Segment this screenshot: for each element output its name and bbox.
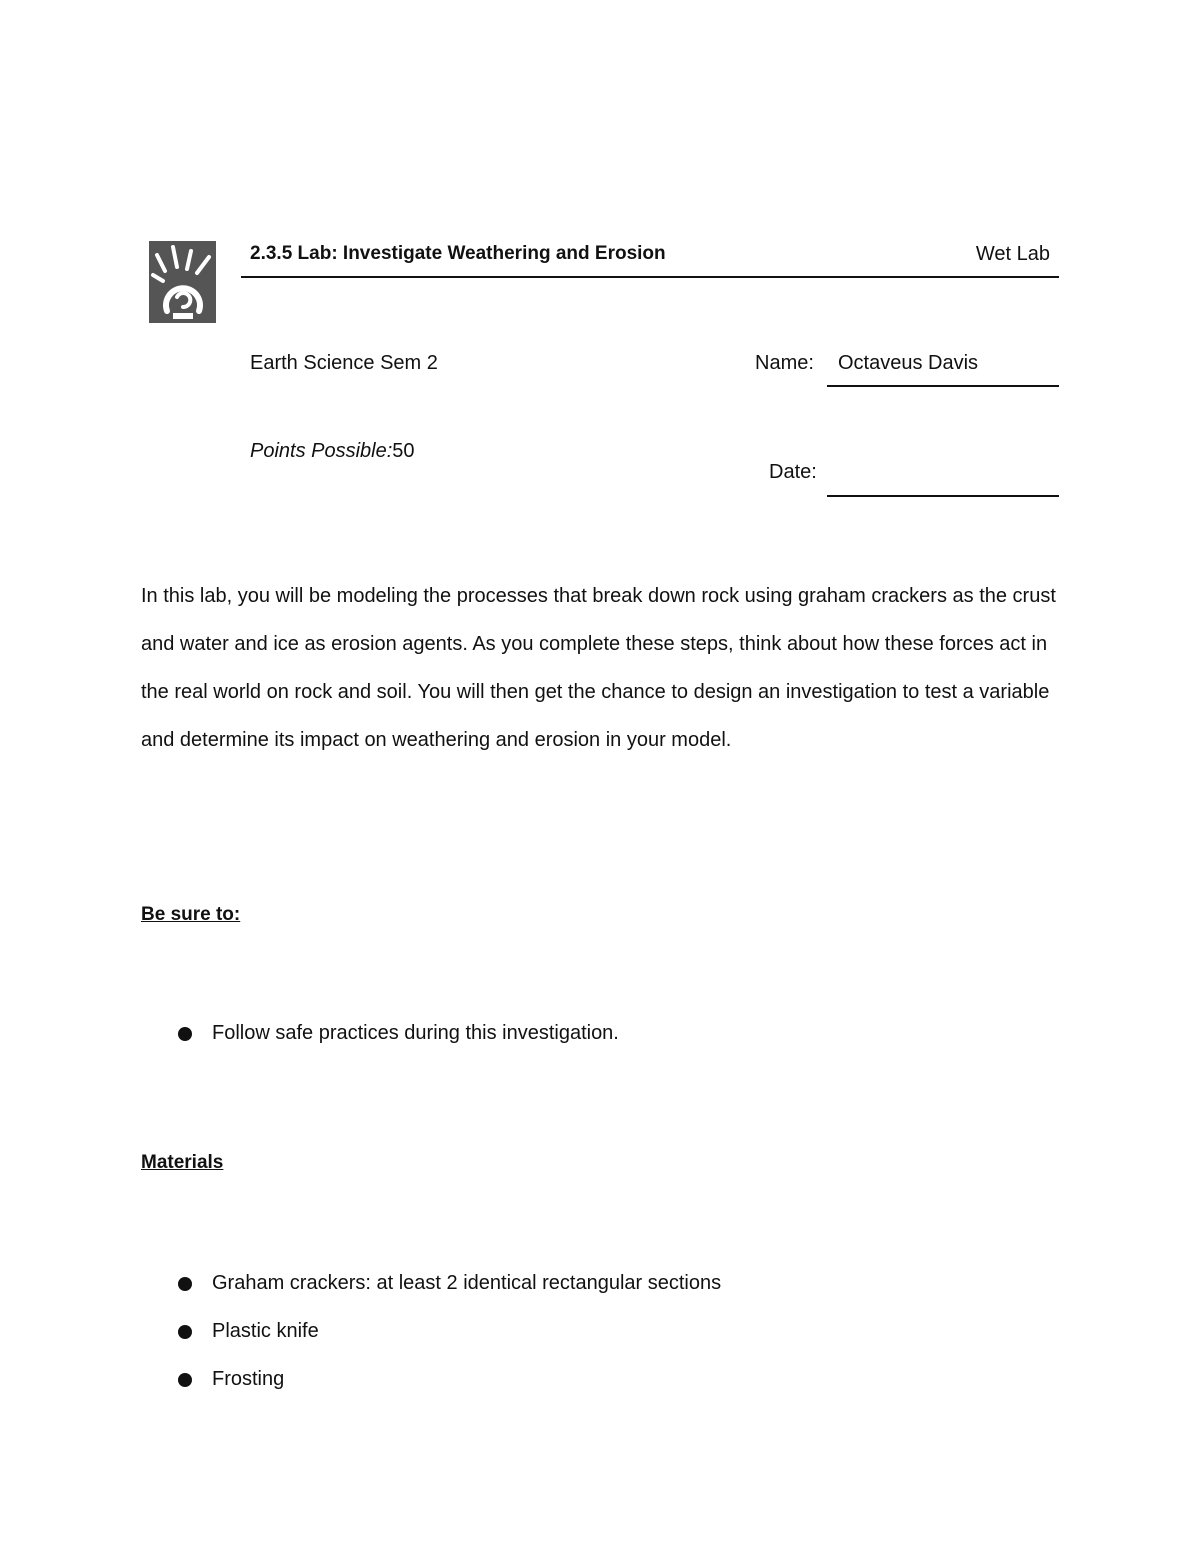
materials-heading: Materials <box>141 1152 224 1173</box>
bullet-icon <box>178 1373 192 1387</box>
list-item-text: Follow safe practices during this investigation. <box>212 1022 619 1044</box>
list-item <box>178 1320 319 1343</box>
list-item-text: Graham crackers: at least 2 identical rectangular sections <box>212 1272 722 1294</box>
be-sure-to-heading: Be sure to: <box>141 904 241 925</box>
points-possible <box>250 440 415 463</box>
date-field[interactable] <box>827 495 1059 497</box>
list-item <box>178 1272 721 1295</box>
sun-bulb-logo-icon <box>149 241 216 323</box>
points-value: 50 <box>392 440 415 462</box>
course-name: Earth Science Sem 2 <box>250 352 438 374</box>
bullet-icon <box>178 1325 192 1339</box>
name-label: Name: <box>755 352 814 374</box>
list-item <box>178 1022 619 1045</box>
header-divider <box>241 276 1059 278</box>
points-label: Points Possible: <box>250 440 393 462</box>
intro-paragraph: In this lab, you will be modeling the processes that break down rock using graham crackers as the crust and water and ice as erosion agents. As you complete these steps, think about how these forces act in the real world on rock and soil. You will then get the chance to design an investigation to test a variable and determine its impact on weathering and erosion in your model. <box>141 585 1056 751</box>
lab-type-label: Wet Lab <box>975 243 1050 265</box>
list-item-text: Plastic knife <box>212 1320 319 1342</box>
name-underline <box>827 385 1059 387</box>
list-item-text: Frosting <box>212 1368 285 1390</box>
date-label: Date: <box>769 461 817 483</box>
list-item <box>178 1368 284 1391</box>
document-title: 2.3.5 Lab: Investigate Weathering and Erosion <box>250 243 666 264</box>
bullet-icon <box>178 1277 192 1291</box>
bullet-icon <box>178 1027 192 1041</box>
name-field[interactable]: Octaveus Davis <box>838 352 979 374</box>
